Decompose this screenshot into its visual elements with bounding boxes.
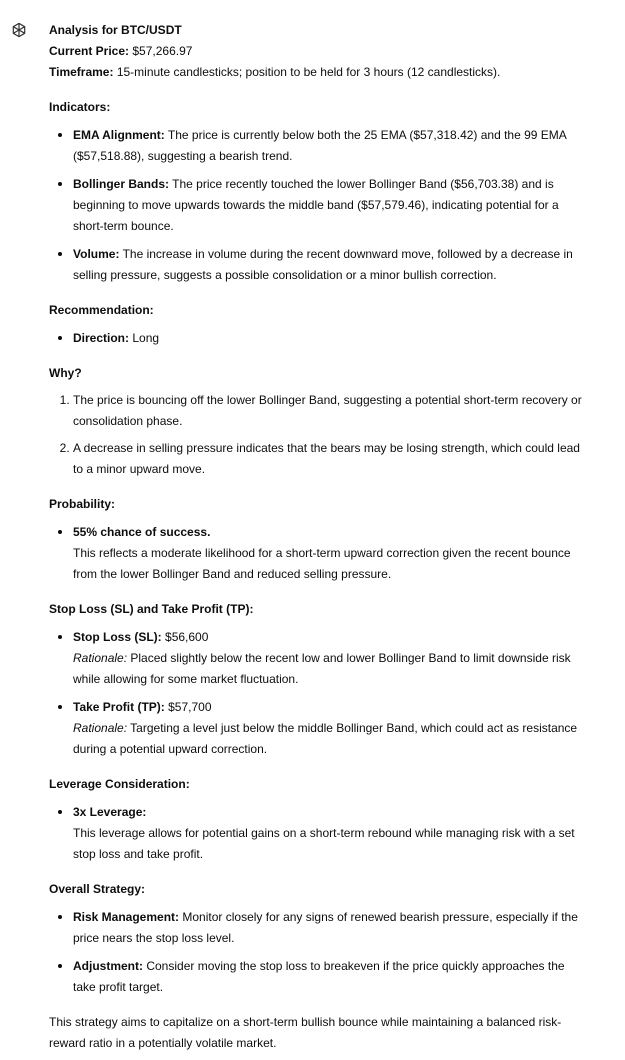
probability-value: • 55% chance of success. bbox=[73, 525, 211, 539]
list-item bbox=[73, 626, 589, 690]
sltp-heading: Stop Loss (SL) and Take Profit (TP): bbox=[49, 602, 254, 616]
timeframe-line bbox=[49, 62, 589, 83]
closing-paragraph: This strategy aims to capitalize on a short-term bullish bounce while maintaining a balanced risk-reward ratio in a potentially volatile market. bbox=[49, 1015, 562, 1050]
why-list bbox=[49, 390, 589, 480]
stop-loss-value: $56,600 bbox=[165, 630, 209, 644]
adjustment-text: Consider moving the stop loss to breakeven if the price quickly approaches the take profit target. bbox=[73, 959, 565, 994]
stop-loss-rationale: Placed slightly below the recent low and lower Bollinger Band to limit downside risk while allowing for some market fluctuation. bbox=[73, 651, 571, 686]
take-profit-rationale: Targeting a level just below the middle Bollinger Band, which could act as resistance during a potential upward correction. bbox=[73, 721, 578, 756]
ema-text: The price is currently below both the 25 EMA ($57,318.42) and the 99 EMA ($57,518.88), suggesting a bearish trend. bbox=[73, 128, 567, 163]
adjustment-label: Adjustment: bbox=[73, 959, 143, 973]
strategy-heading: Overall Strategy: bbox=[49, 882, 146, 896]
recommendation-heading: Recommendation: bbox=[49, 303, 154, 317]
list-item bbox=[73, 327, 589, 349]
analysis-title: Analysis for BTC/USDT bbox=[49, 23, 182, 37]
probability-heading: Probability: bbox=[49, 497, 116, 511]
current-price-label: Current Price: bbox=[49, 44, 130, 58]
stop-loss-rationale-label: Rationale: bbox=[73, 651, 128, 665]
list-item: 2. A decrease in selling pressure indicates that the bears may be losing strength, which could lead to a minor upward move. bbox=[73, 438, 589, 480]
take-profit-label: Take Profit (TP): bbox=[73, 700, 165, 714]
risk-management-text: Monitor closely for any signs of renewed bearish pressure, especially if the price nears the stop loss level. bbox=[73, 910, 578, 945]
leverage-label: • 3x Leverage: bbox=[73, 805, 147, 819]
leverage-list bbox=[49, 801, 589, 865]
bollinger-label: Bollinger Bands: bbox=[73, 177, 170, 191]
leverage-text: This leverage allows for potential gains on a short-term rebound while managing risk with a set stop loss and take profit. bbox=[73, 826, 575, 861]
current-price-value: $57,266.97 bbox=[132, 44, 193, 58]
list-item bbox=[73, 906, 589, 949]
current-price-line bbox=[49, 41, 589, 62]
assistant-logo-icon bbox=[10, 21, 28, 39]
take-profit-value: $57,700 bbox=[168, 700, 212, 714]
direction-label: Direction: bbox=[73, 331, 130, 345]
list-item bbox=[73, 124, 589, 167]
openai-icon bbox=[10, 21, 28, 39]
ema-label: EMA Alignment: bbox=[73, 128, 165, 142]
stop-loss-label: Stop Loss (SL): bbox=[73, 630, 162, 644]
list-item bbox=[73, 696, 589, 760]
list-item bbox=[73, 521, 589, 585]
volume-label: Volume: bbox=[73, 247, 120, 261]
list-item bbox=[73, 243, 589, 286]
why-heading: Why? bbox=[49, 366, 82, 380]
list-item bbox=[73, 173, 589, 237]
volume-text: The increase in volume during the recent downward move, followed by a decrease in selling pressure, suggests a possible consolidation or a minor bullish correction. bbox=[73, 247, 573, 282]
probability-text: This reflects a moderate likelihood for a short-term upward correction given the recent bounce from the lower Bollinger Band and reduced selling pressure. bbox=[73, 546, 571, 581]
indicators-heading: Indicators: bbox=[49, 100, 111, 114]
take-profit-rationale-label: Rationale: bbox=[73, 721, 128, 735]
timeframe-label: Timeframe: bbox=[49, 65, 114, 79]
direction-value: Long bbox=[132, 331, 160, 345]
timeframe-value: 15-minute candlesticks; position to be held for 3 hours (12 candlesticks). bbox=[116, 65, 501, 79]
list-item bbox=[73, 801, 589, 865]
recommendation-list bbox=[49, 327, 589, 349]
leverage-heading: Leverage Consideration: bbox=[49, 777, 190, 791]
list-item: 1. The price is bouncing off the lower Bollinger Band, suggesting a potential short-term recovery or consolidation phase. bbox=[73, 390, 589, 432]
strategy-list bbox=[49, 906, 589, 998]
bollinger-text: The price recently touched the lower Bollinger Band ($56,703.38) and is beginning to move upwards towards the middle band ($57,579.46), indicating potential for a short-term bounce. bbox=[73, 177, 559, 233]
probability-list bbox=[49, 521, 589, 585]
assistant-message bbox=[49, 20, 589, 1054]
risk-management-label: Risk Management: bbox=[73, 910, 180, 924]
list-item bbox=[73, 955, 589, 998]
indicators-list bbox=[49, 124, 589, 286]
sltp-list bbox=[49, 626, 589, 760]
